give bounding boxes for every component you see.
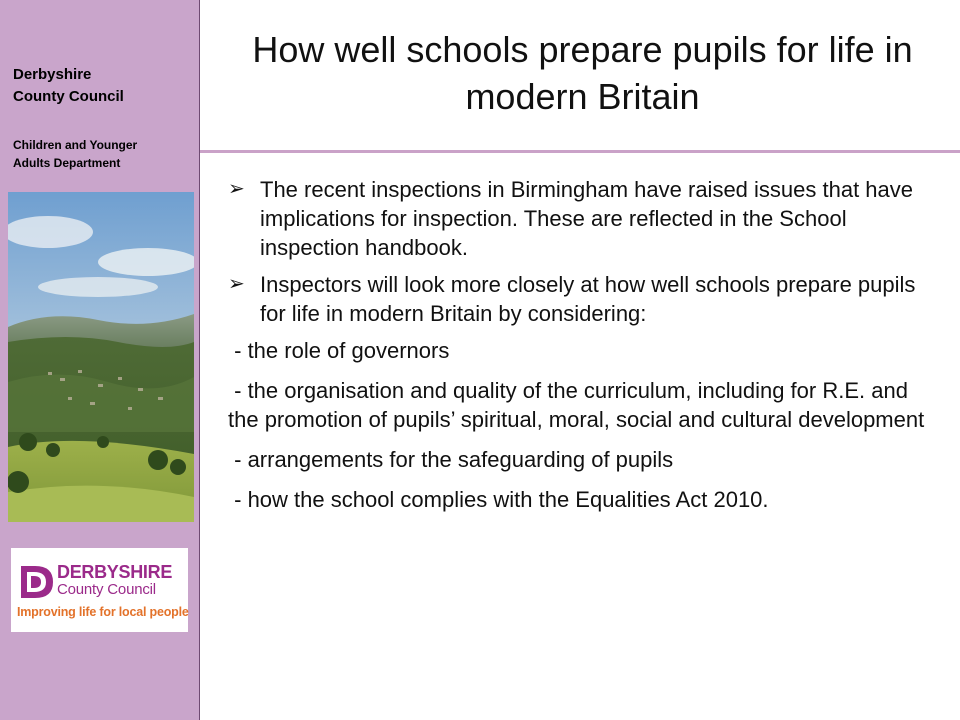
bullet-item [228, 175, 933, 262]
consideration-item: - the role of governors [228, 338, 450, 363]
arrow-bullet-icon: ➢ [228, 273, 245, 295]
landscape-photo [8, 192, 194, 522]
bullet-item [228, 270, 933, 328]
slide-title: How well schools prepare pupils for life in modern Britain [252, 29, 913, 117]
council-logo [11, 548, 188, 632]
logo-wordmark: DERBYSHIRE [57, 562, 173, 582]
sidebar [0, 0, 200, 720]
department-line1: Children and Younger [13, 138, 138, 152]
slide-content [228, 175, 933, 525]
title-divider [200, 150, 960, 153]
council-d-icon [19, 564, 55, 600]
department-name [13, 136, 137, 172]
logo-tagline: Improving life for local people [17, 605, 189, 619]
department-line2: Adults Department [13, 156, 121, 170]
org-name [13, 64, 124, 108]
bullet-text: The recent inspections in Birmingham have raised issues that have implications for inspection. These are reflected in the School inspection handbook. [260, 177, 914, 260]
consideration-item: - arrangements for the safeguarding of pupils [228, 447, 674, 472]
org-name-line1: Derbyshire [13, 66, 92, 83]
org-name-line2: County Council [13, 88, 124, 105]
arrow-bullet-icon: ➢ [228, 178, 245, 200]
consideration-item: - how the school complies with the Equalities Act 2010. [228, 487, 769, 512]
consideration-item: - the organisation and quality of the curriculum, including for R.E. and the promotion of pupils’ spiritual, moral, social and cultural development [228, 378, 925, 432]
bullet-text: Inspectors will look more closely at how well schools prepare pupils for life in modern Britain by considering: [260, 272, 916, 326]
logo-subwordmark: County Council [57, 581, 156, 598]
